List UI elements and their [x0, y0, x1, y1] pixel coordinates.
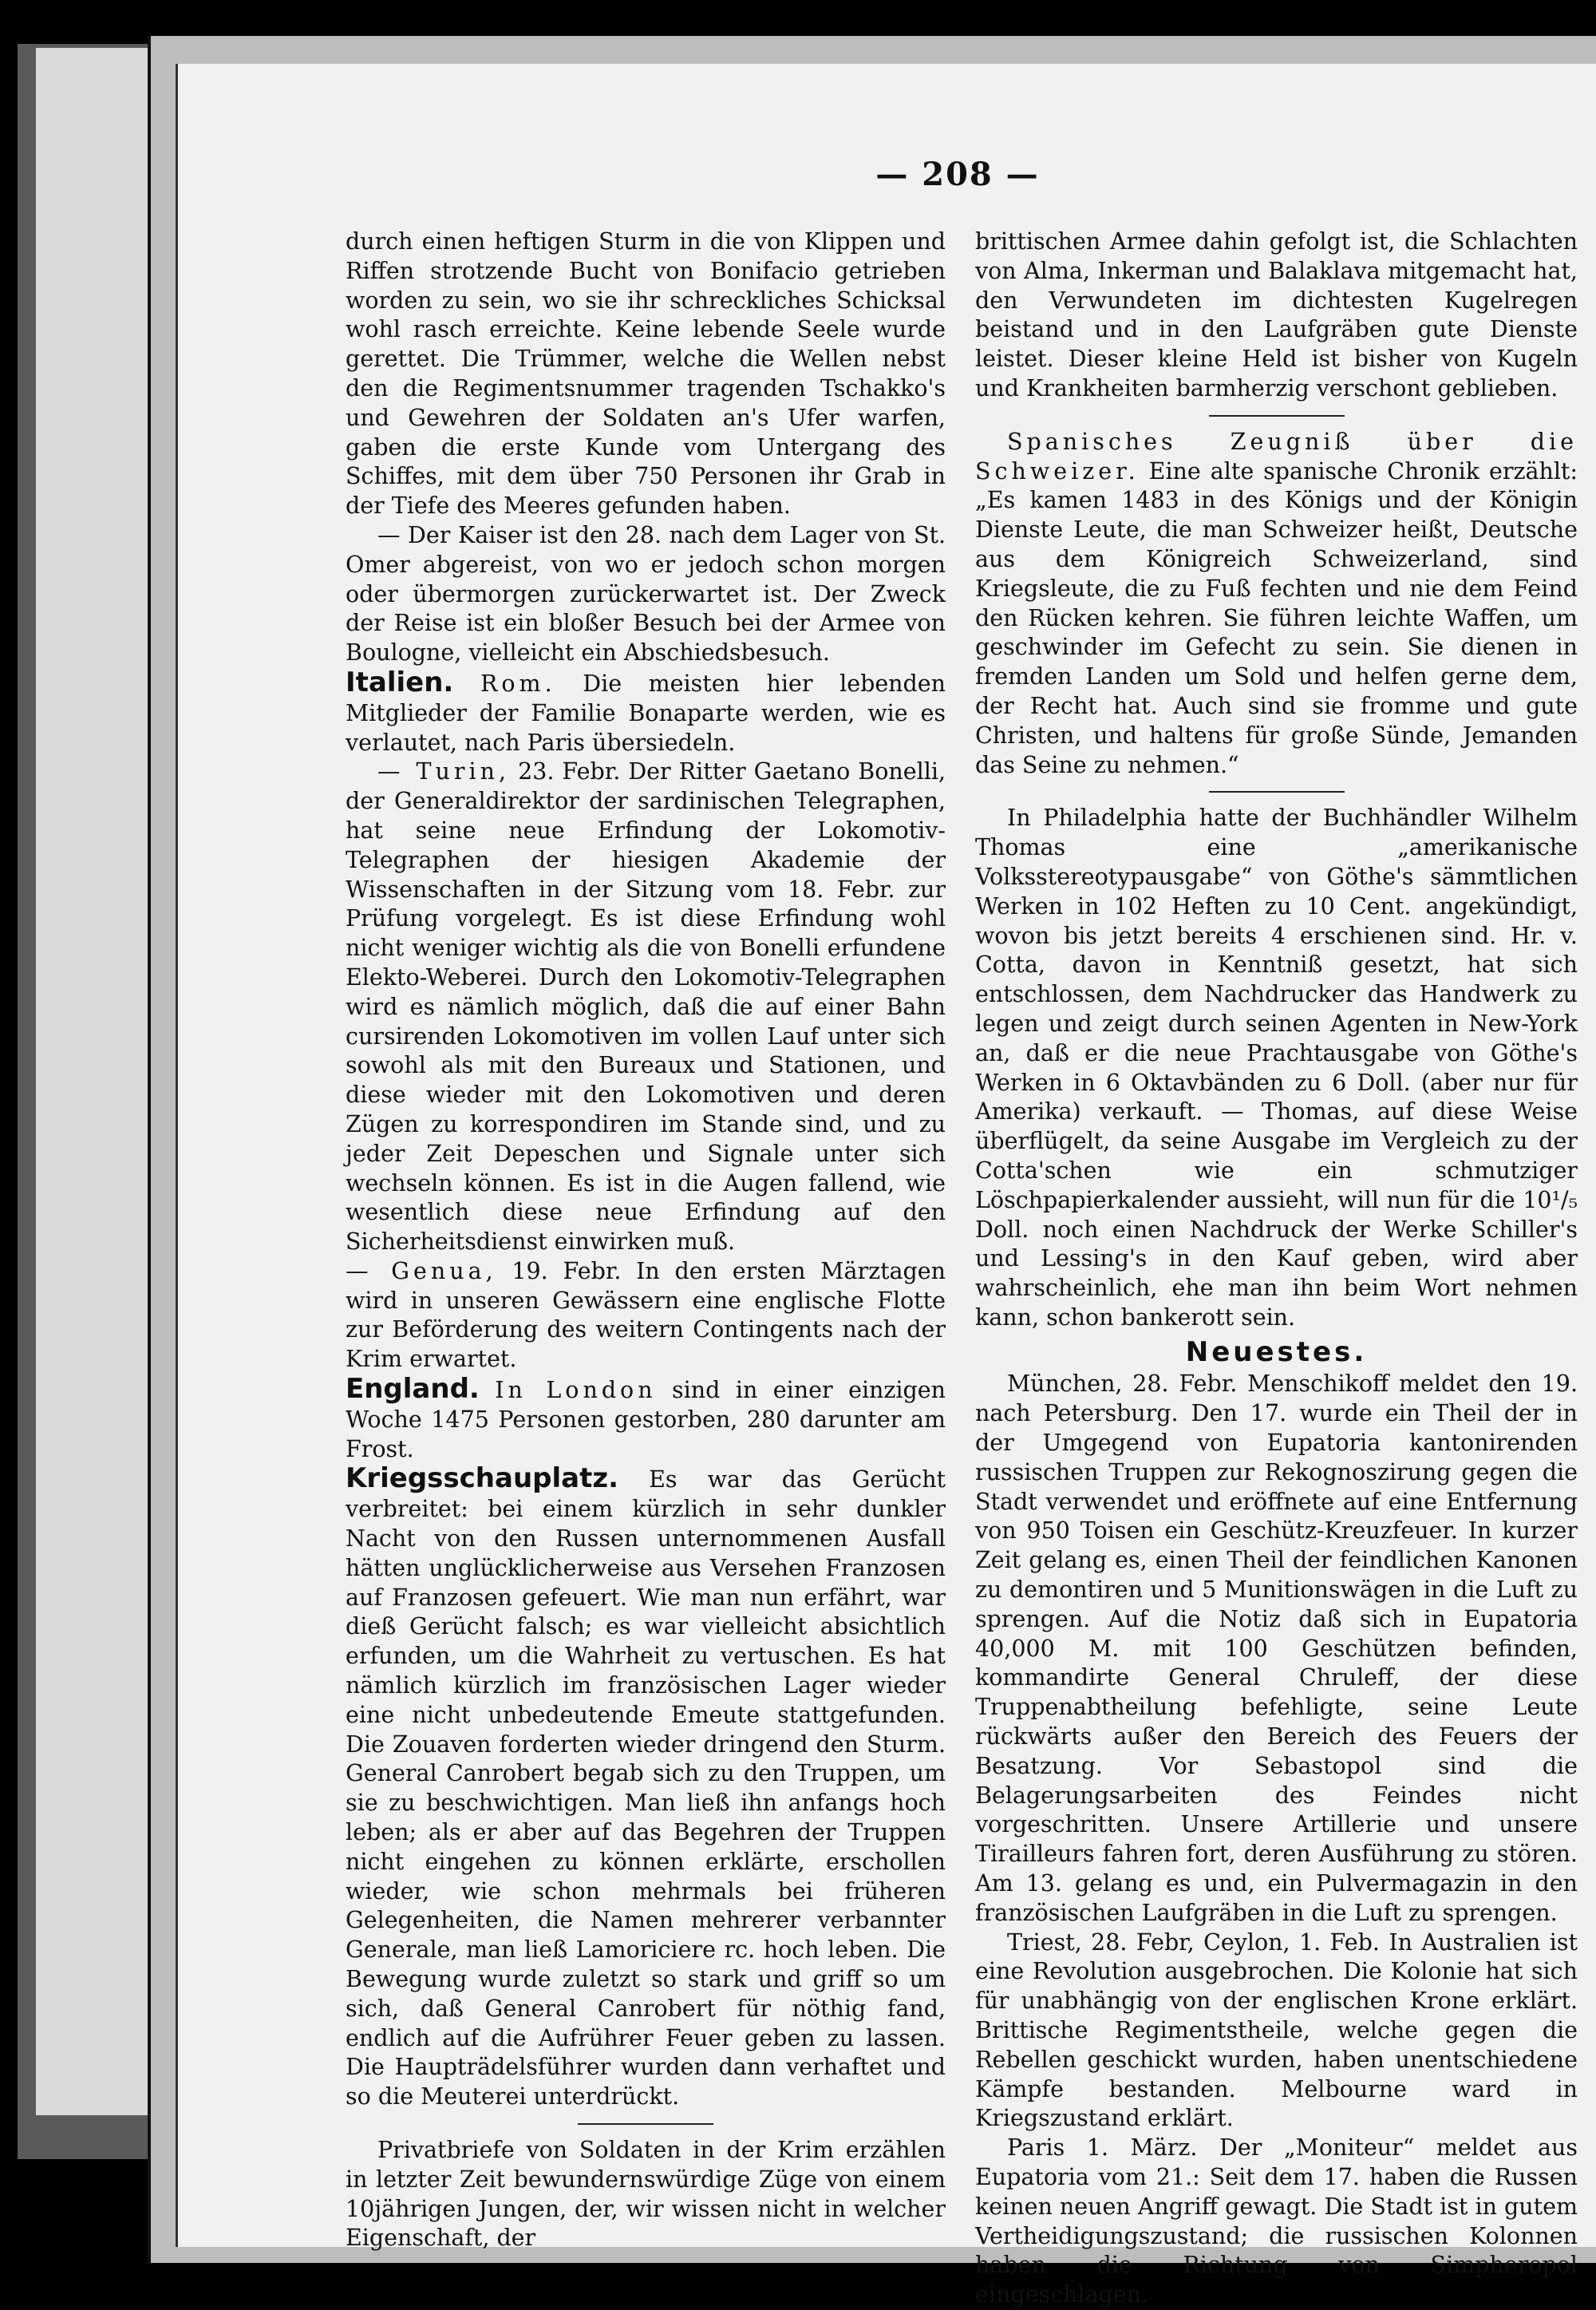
article-genua: [346, 1257, 946, 1375]
genua-text: 19. Febr. In den ersten Märztagen wird in unseren Gewässern eine englische Flotte zur Beförderung des weitern Contingents nach der Krim erwartet.: [346, 1257, 946, 1373]
spanisches-text: Eine alte spanische Chronik erzählt: „Es kamen 1483 in des Königs und der Königin Dienste Leute, die man Schweizer heißt, Deutsche aus dem Königreich Schweizerland, sind Kriegsleute, die zu Fuß fechten und nie dem Feind den Rücken kehren. Sie führen leichte Waffen, um geschwinder im Gefecht zu sein. Sie dienen in fremden Landen um Sold und helfen gerne dem, der Recht hat. Auch sind sie fromme und gute Christen, und haltens für große Sünde, Jemanden das Seine zu nehmen.“: [975, 457, 1578, 778]
place-genua: — Genua,: [346, 1257, 497, 1284]
separator-rule: [1209, 791, 1345, 793]
article-muenchen: München, 28. Febr. Menschikoff meldet den 19. nach Petersburg. Den 17. wurde ein Theil der in der Umgegend von Eupatoria kantonirenden russischen Truppen zur Rekognoszirung gegen die Stadt verwendet und eröffnete auf eine Entfernung von 950 Toisen ein Geschütz-Kreuzfeuer. In kurzer Zeit gelang es, einen Theil der feindlichen Kanonen zu demontiren und 5 Munitionswägen in die Luft zu sprengen. Auf die Notiz daß sich in Eupatoria 40,000 M. mit 100 Geschützen befinden, kommandirte General Chruleff, der diese Truppenabtheilung befehligte, seine Leute rückwärts außer den Bereich des Feuers der Besatzung. Vor Sebastopol sind die Belagerungsarbeiten des Feindes nicht vorgeschritten. Unsere Artillerie und unsere Tirailleurs fahren fort, deren Ausführung zu stören. Am 13. gelang es und, ein Pulvermagazin in den französischen Laufgräben in die Luft zu sprengen.: [975, 1371, 1578, 1926]
article-spanisches-zeugniss: [975, 428, 1578, 781]
article-kriegsschauplatz: [346, 1464, 946, 2112]
separator-rule: [578, 2123, 713, 2125]
kriegsschauplatz-text: Es war das Gerücht verbreitet: bei einem kürzlich in sehr dunkler Nacht von den Russen unternommenen Ausfall hätten unglücklicherweise aus Versehen Franzosen auf Franzosen gefeuert. Wie man nun erfährt, war dieß Gerücht falsch; es war vielleicht absichtlich erfunden, um die Wahrheit zu vertuschen. Es hat nämlich kürzlich im französischen Lager wieder eine nicht unbedeutende Emeute stattgefunden. Die Zouaven forderten wieder dringend den Sturm. General Canrobert begab sich zu den Truppen, um sie zu beschwichtigen. Man ließ ihn anfangs hoch leben; als er aber auf das Begehren der Truppen nicht eingehen zu können erklärte, erschollen wieder, wie schon mehrmals bei früheren Gelegenheiten, die Namen mehrerer verbannter Generale, man ließ Lamoriciere rc. hoch leben. Die Bewegung wurde zuletzt so stark und griff so um sich, daß General Canrobert für nöthig fand, endlich auf die Aufrührer Feuer geben zu lassen. Die Haupträdelsführer wurden dann verhaftet und so die Meuterei unterdrückt.: [346, 1466, 946, 2110]
article-england: [346, 1375, 946, 1464]
article-kaiser: — Der Kaiser ist den 28. nach dem Lager von St. Omer abgereist, von wo er jedoch schon morgen oder übermorgen zurückerwartet ist. Der Zweck der Reise ist ein bloßer Besuch bei der Armee von Boulogne, vielleicht ein Abschiedsbesuch.: [346, 521, 946, 666]
italien-text: Die meisten hier lebenden Mitglieder der Familie Bonaparte werden, wie es verlautet, nach Paris übersiedeln.: [346, 670, 946, 756]
article-italien: [346, 668, 946, 757]
article-privatbriefe: Privatbriefe von Soldaten in der Krim erzählen in letzter Zeit bewundernswürdige Züge von einem 10jährigen Jungen, der, wir wissen nicht in welcher Eigenschaft, der: [346, 2137, 946, 2252]
section-head-neuestes: Neuestes.: [1185, 1335, 1368, 1368]
separator-rule: [1209, 415, 1345, 417]
spanisches-head: Spanisches Zeugniß über die Schweizer.: [975, 428, 1578, 485]
section-head-italien: Italien.: [346, 666, 454, 698]
england-text: sind in einer einzigen Woche 1475 Personen gestorben, 280 darunter am Frost.: [346, 1377, 946, 1462]
page-number: — 208 —: [875, 156, 1040, 193]
place-rom: Rom.: [480, 670, 556, 697]
article-ship-wreck: durch einen heftigen Sturm in die von Klippen und Riffen strotzende Bucht von Bonifacio getrieben worden zu sein, wo sie ihr schreckliches Schicksal wohl rasch erreichte. Keine lebende Seele wurde gerettet. Die Trümmer, welche die Wellen nebst den die Regimentsnummer tragenden Tschakko's und Gewehren der Soldaten an's Ufer warfen, gaben die erste Kunde vom Untergang des Schiffes, mit dem über 750 Personen ihr Grab in der Tiefe des Meeres gefunden haben.: [346, 228, 946, 520]
article-paris: Paris 1. März. Der „Moniteur“ meldet aus Eupatoria vom 21.: Seit dem 17. haben die Russen keinen neuen Angriff gewagt. Die Stadt ist in gutem Vertheidigungszustand; die russischen Kolonnen haben die Richtung von Simpheropol eingeschlagen.: [975, 2134, 1578, 2308]
place-london: In London: [495, 1377, 657, 1404]
article-turin: [346, 757, 946, 1257]
section-head-england: England.: [346, 1373, 480, 1406]
left-column: [346, 227, 946, 2253]
place-turin: — Turin,: [377, 758, 511, 785]
article-philadelphia: In Philadelphia hatte der Buchhändler Wilhelm Thomas eine „amerikanische Volksstereotypausgabe“ von Göthe's sämmtlichen Werken in 102 Heften zu 10 Cent. angekündigt, wovon bis jetzt bereits 4 erschienen sind. Hr. v. Cotta, davon in Kenntniß gesetzt, hat sich entschlossen, dem Nachdrucker das Handwerk zu legen und zeigt durch seinen Agenten in New-York an, daß er die neue Prachtausgabe von Göthe's Werken in 6 Oktavbänden zu 6 Doll. (aber nur für Amerika) verkauft. — Thomas, auf diese Weise überflügelt, da seine Ausgabe im Vergleich zu der Cotta'schen wie ein schmutziger Löschpapierkalender aussieht, will nun für die 10¹/₅ Doll. noch einen Nachdruck der Werke Schiller's und Lessing's in den Kauf geben, wird aber wahrscheinlich, ehe man ihn beim Wort nehmen kann, schon bankerott sein.: [975, 805, 1578, 1331]
turin-text: 23. Febr. Der Ritter Gaetano Bonelli, der Generaldirektor der sardinischen Telegraphen, hat seine neue Erfindung der Lokomotiv-Telegraphen der hiesigen Akademie der Wissenschaften in der Sitzung vom 18. Febr. zur Prüfung vorgelegt. Es ist diese Erfindung wohl nicht weniger wichtig als die von Bonelli erfundene Elekto-Weberei. Durch den Lokomotiv-Telegraphen wird es nämlich möglich, daß die auf einer Bahn cursirenden Lokomotiven im vollen Lauf unter sich sowohl als mit den Bureaux und Stationen, und diese wieder mit den Lokomotiven und deren Zügen zu korrespondiren im Stande sind, und zu jeder Zeit Depeschen und Signale unter sich wechseln können. Es ist in die Augen fallend, wie wesentlich diese neue Erfindung auf den Sicherheitsdienst einwirken muß.: [346, 758, 946, 1256]
article-triest: Triest, 28. Febr, Ceylon, 1. Feb. In Australien ist eine Revolution ausgebrochen. Die Kolonie hat sich für unabhängig von der englischen Krone erklärt. Brittische Regimentstheile, welche gegen die Rebellen geschickt wurden, haben unentschiedene Kämpfe bestanden. Melbourne ward in Kriegszustand erklärt.: [975, 1928, 1578, 2132]
article-continuation: brittischen Armee dahin gefolgt ist, die Schlachten von Alma, Inkerman und Balaklava mitgemacht hat, den Verwundeten im dichtesten Kugelregen beistand und in den Laufgräben gute Dienste leistet. Dieser kleine Held ist bisher von Kugeln und Krankheiten barmherzig verschont geblieben.: [975, 228, 1578, 401]
section-head-kriegsschauplatz: Kriegsschauplatz.: [346, 1462, 619, 1495]
previous-page-edge: [36, 48, 158, 2115]
right-column: [975, 227, 1578, 2310]
